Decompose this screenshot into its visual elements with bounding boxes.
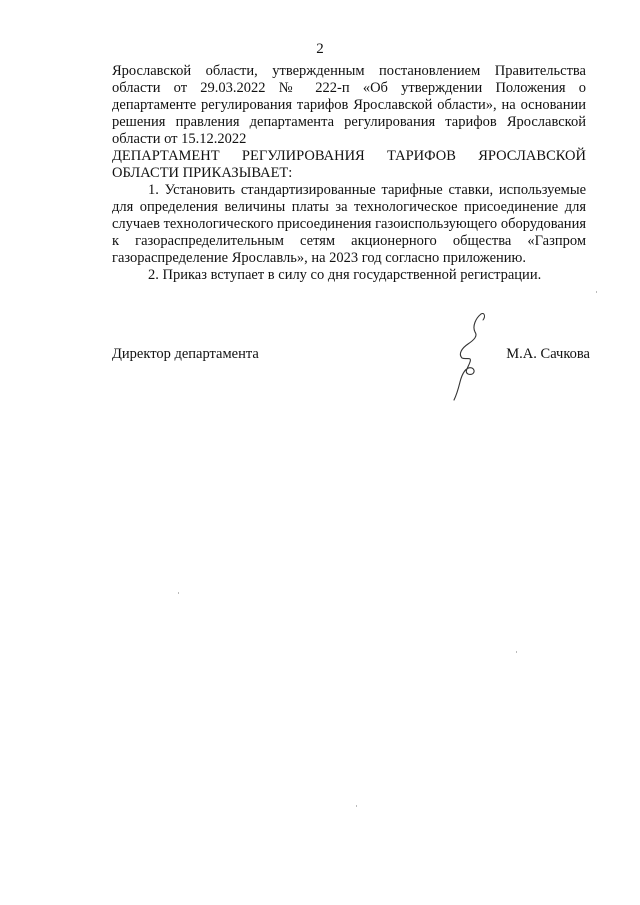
scan-speck [516, 651, 517, 653]
handwritten-signature [448, 310, 498, 402]
preamble-paragraph: Ярославской области, утвержденным постановлением Правительства области от 29.03.2022 № 222-п «Об утверждении Положения о департаменте регулирования тарифов Ярославской области», на основании решения правления департамента регулирования тарифов Ярославской области от 15.12.2022 [112, 63, 586, 147]
signature-block [112, 346, 590, 366]
order-heading: ДЕПАРТАМЕНТ РЕГУЛИРОВАНИЯ ТАРИФОВ ЯРОСЛАВСКОЙ ОБЛАСТИ ПРИКАЗЫВАЕТ: [112, 148, 586, 181]
signatory-role: Директор департамента [112, 346, 259, 362]
page-number: 2 [316, 41, 324, 57]
scan-speck [596, 291, 597, 293]
order-item-2: 2. Приказ вступает в силу со дня государственной регистрации. [148, 267, 542, 283]
scan-speck [356, 805, 357, 807]
document-body [112, 63, 586, 284]
signatory-name: М.А. Сачкова [506, 346, 590, 362]
scan-speck [178, 592, 179, 594]
order-item-1: 1. Установить стандартизированные тарифные ставки, используемые для определения величины платы за технологическое присоединение для случаев технологического присоединения газоиспользующего оборудования к газораспределительным сетям акционерного общества «Газпром газораспределение Ярославль», на 2023 год согласно приложению. [112, 182, 586, 266]
